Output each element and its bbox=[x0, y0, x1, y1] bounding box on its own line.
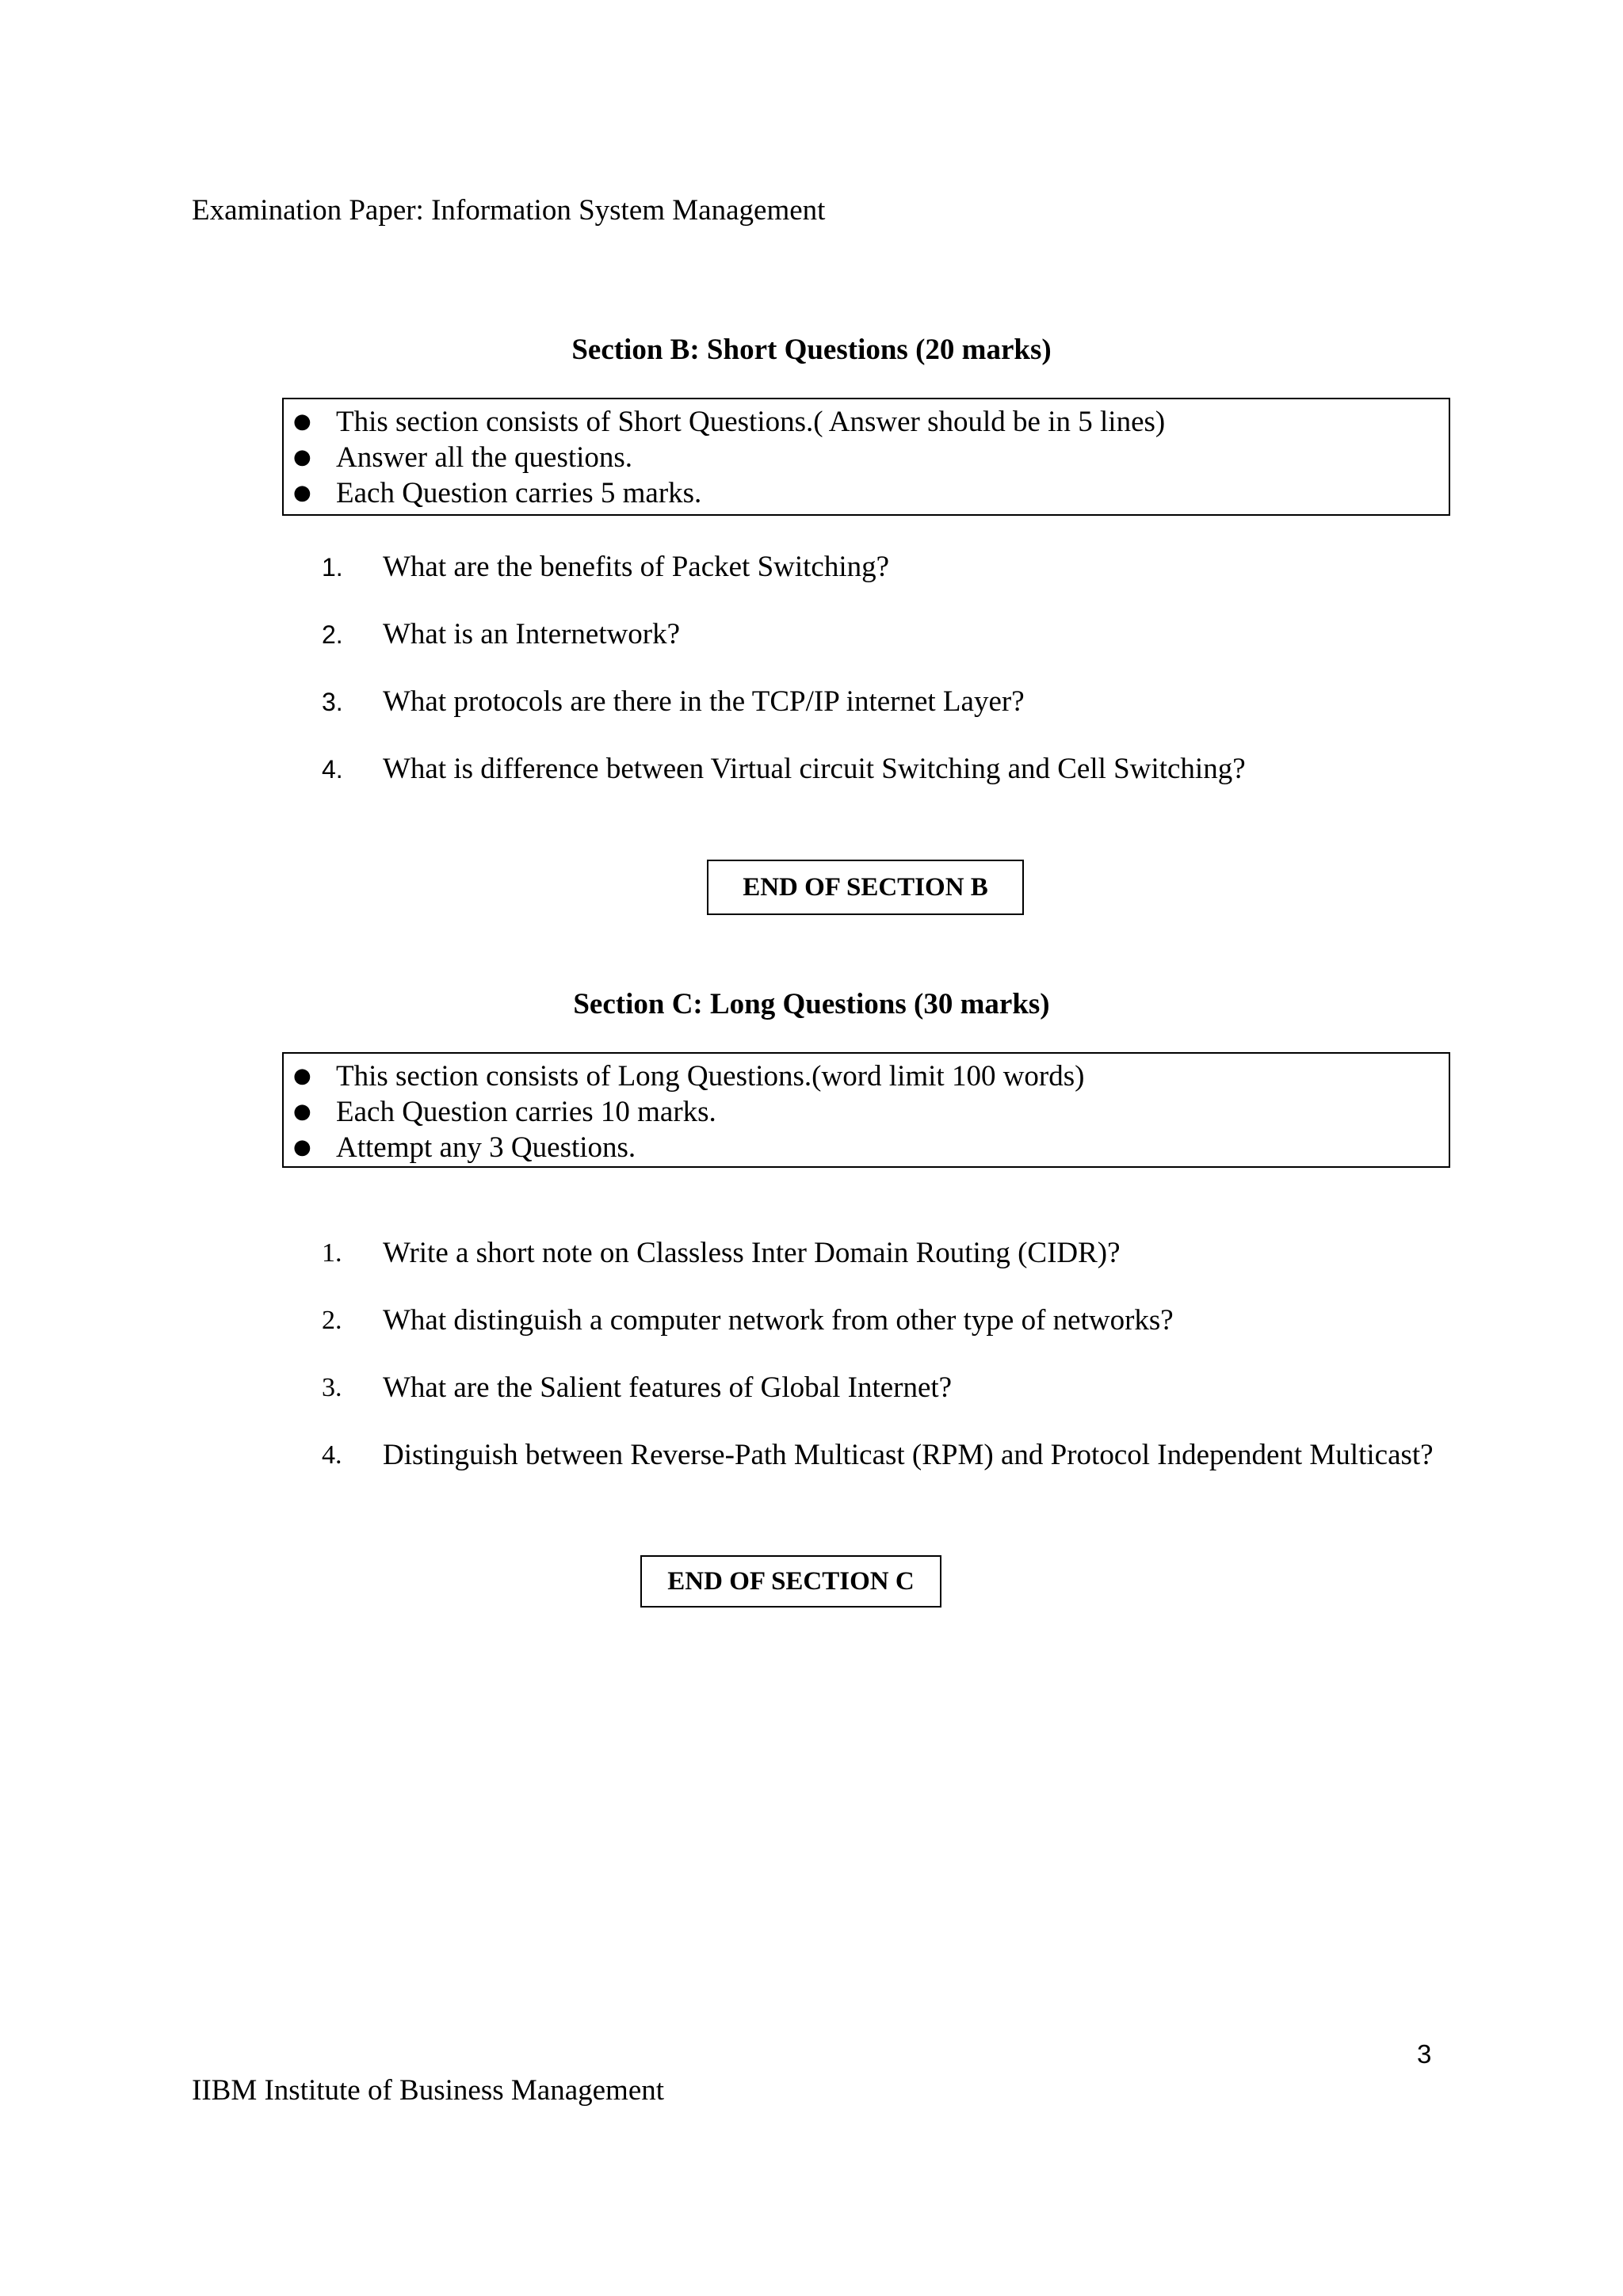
question-number: 3. bbox=[322, 688, 343, 716]
question-text: What are the benefits of Packet Switching? bbox=[383, 551, 890, 583]
instruction-item bbox=[284, 1058, 1449, 1094]
page-footer: IIBM Institute of Business Management bbox=[192, 2074, 665, 2107]
section-b-instructions-box bbox=[282, 398, 1450, 516]
instruction-text: Answer all the questions. bbox=[336, 441, 633, 474]
question-text: What is difference between Virtual circuit Switching and Cell Switching? bbox=[383, 753, 1246, 785]
question-number: 2. bbox=[322, 620, 343, 649]
instruction-item bbox=[284, 1094, 1449, 1130]
instruction-text: This section consists of Short Questions.( Answer should be in 5 lines) bbox=[336, 406, 1166, 438]
instruction-item bbox=[284, 475, 1449, 511]
page-number: 3 bbox=[1417, 2039, 1432, 2069]
question-text: What distinguish a computer network from other type of networks? bbox=[383, 1304, 1174, 1337]
bullet-icon: ● bbox=[293, 410, 311, 433]
bullet-icon: ● bbox=[293, 1135, 311, 1159]
question-number: 1. bbox=[322, 553, 343, 582]
question-number: 2. bbox=[322, 1306, 342, 1335]
instruction-item bbox=[284, 1130, 1449, 1165]
section-c-instructions-box bbox=[282, 1052, 1450, 1168]
section-c-title: Section C: Long Questions (30 marks) bbox=[573, 988, 1050, 1020]
question-text: What protocols are there in the TCP/IP internet Layer? bbox=[383, 685, 1025, 718]
bullet-icon: ● bbox=[293, 1100, 311, 1123]
bullet-icon: ● bbox=[293, 1064, 311, 1088]
instruction-text: Each Question carries 10 marks. bbox=[336, 1096, 716, 1128]
instruction-item bbox=[284, 404, 1449, 440]
question-text: What are the Salient features of Global Internet? bbox=[383, 1371, 953, 1404]
end-of-section-c-box: END OF SECTION C bbox=[640, 1555, 941, 1608]
instruction-text: Each Question carries 5 marks. bbox=[336, 477, 702, 509]
question-number: 4. bbox=[322, 1440, 342, 1470]
question-text: What is an Internetwork? bbox=[383, 618, 680, 650]
question-text: Distinguish between Reverse-Path Multicast (RPM) and Protocol Independent Multicast? bbox=[383, 1439, 1434, 1471]
section-b-title: Section B: Short Questions (20 marks) bbox=[571, 334, 1052, 366]
bullet-icon: ● bbox=[293, 445, 311, 469]
instruction-text: Attempt any 3 Questions. bbox=[336, 1131, 636, 1164]
end-of-section-b-box: END OF SECTION B bbox=[707, 860, 1024, 915]
instruction-item bbox=[284, 440, 1449, 475]
question-number: 1. bbox=[322, 1238, 342, 1268]
instruction-text: This section consists of Long Questions.(word limit 100 words) bbox=[336, 1060, 1085, 1093]
page-header: Examination Paper: Information System Management bbox=[192, 194, 826, 227]
question-text: Write a short note on Classless Inter Domain Routing (CIDR)? bbox=[383, 1237, 1121, 1269]
question-number: 4. bbox=[322, 755, 343, 784]
bullet-icon: ● bbox=[293, 481, 311, 505]
question-number: 3. bbox=[322, 1373, 342, 1402]
